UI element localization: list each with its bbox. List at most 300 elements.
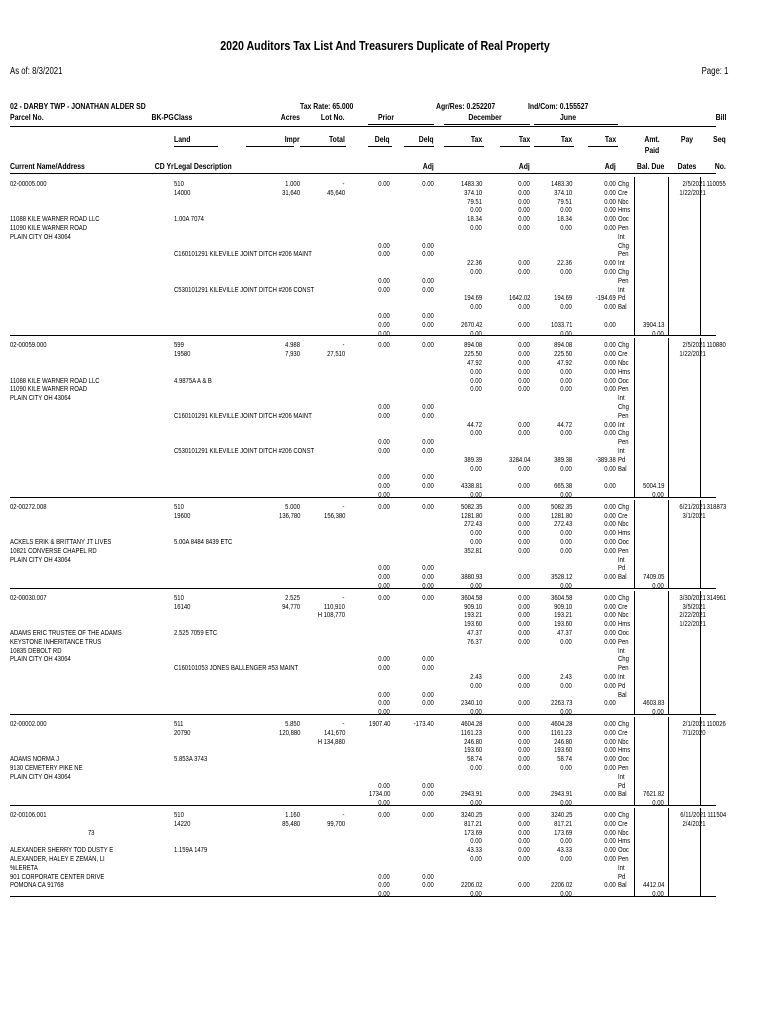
line-label: Cre bbox=[618, 818, 628, 828]
column-rule bbox=[668, 591, 669, 714]
land-value: 20790 bbox=[174, 727, 191, 737]
pay-date: 2/5/2021 bbox=[682, 179, 706, 188]
legal-description: 4.9875A A & B bbox=[174, 375, 212, 385]
dec-tax: 374.10 bbox=[463, 187, 482, 197]
dec-tax-bal: 0.00 bbox=[470, 581, 482, 590]
line-label: Chg bbox=[618, 267, 629, 276]
line-label: Int bbox=[618, 393, 625, 403]
col-land: Land bbox=[174, 134, 191, 144]
total-value: 99,700 bbox=[326, 818, 345, 828]
pay-date: 6/11/2021 bbox=[680, 810, 706, 819]
line-label: Chg bbox=[618, 810, 629, 819]
prior-delq: 0.00 bbox=[378, 780, 390, 790]
pay-date: 2/22/2021 bbox=[679, 610, 706, 620]
parcel-number: 02-00002.000 bbox=[10, 719, 47, 728]
acres: 4.988 bbox=[285, 340, 300, 350]
jun-tax-paid: 665.38 bbox=[553, 481, 572, 491]
jun-tax-adj: 0.00 bbox=[604, 698, 616, 708]
line-label: Pen bbox=[618, 410, 629, 420]
dec-tax: 0.00 bbox=[470, 375, 482, 385]
jun-tax-adj: 0.00 bbox=[604, 463, 616, 473]
prior-delq-adj: 0.00 bbox=[422, 319, 434, 329]
prior-delq-adj: 0.00 bbox=[422, 810, 434, 819]
dec-tax-paid: 2943.91 bbox=[460, 789, 482, 799]
prior-delq-adj: 0.00 bbox=[422, 871, 434, 881]
line-label: Chg bbox=[618, 402, 629, 411]
jun-tax: 4604.28 bbox=[550, 719, 572, 728]
class-code: 510 bbox=[174, 501, 184, 511]
line-label: Cre bbox=[618, 187, 628, 197]
jun-tax: 0.00 bbox=[560, 223, 572, 232]
dec-tax: 0.00 bbox=[470, 528, 482, 538]
line-label: Chg bbox=[618, 592, 629, 602]
dec-tax-adj: 0.00 bbox=[518, 680, 530, 690]
dec-tax: 22.36 bbox=[467, 258, 482, 268]
prior-delq-adj: 0.00 bbox=[422, 572, 434, 582]
jun-tax-adj: 0.00 bbox=[604, 736, 616, 746]
jun-tax-adj: 0.00 bbox=[604, 366, 616, 376]
line-label: Pd bbox=[618, 454, 626, 464]
col-legal-desc: Legal Description bbox=[174, 161, 232, 171]
jun-tax-adj: 0.00 bbox=[604, 845, 616, 855]
jun-tax-adj: 0.00 bbox=[604, 258, 616, 268]
owner-name-address: ALEXANDER, HALEY E ZEMAN, LI bbox=[10, 854, 105, 863]
dec-tax-adj: 0.00 bbox=[518, 763, 530, 772]
special-assessment: C160101291 KILEVILLE JOINT DITCH #206 MAINT bbox=[174, 249, 312, 259]
dec-tax-adj: 0.00 bbox=[518, 428, 530, 438]
line-label: Int bbox=[618, 862, 625, 872]
total-value: 141,670 bbox=[323, 727, 345, 737]
agr-res-rate: Agr/Res: 0.252207 bbox=[436, 101, 496, 111]
column-rule bbox=[700, 500, 701, 588]
dec-tax-adj: 0.00 bbox=[518, 754, 530, 764]
line-label: Ooc bbox=[618, 628, 629, 637]
prior-delq-adj: 0.00 bbox=[422, 789, 434, 799]
bill-seq-no: 111504 bbox=[707, 810, 726, 819]
prior-delq-adj: 0.00 bbox=[422, 654, 434, 664]
dec-tax-adj: 0.00 bbox=[518, 419, 530, 429]
jun-tax-adj: 0.00 bbox=[604, 267, 616, 276]
prior-delq: 1734.00 bbox=[368, 789, 390, 799]
jun-tax: 0.00 bbox=[560, 763, 572, 772]
pay-date: 7/1/2020 bbox=[682, 727, 706, 737]
jun-tax: 374.10 bbox=[553, 187, 572, 197]
impr-value: 31,640 bbox=[281, 187, 300, 197]
impr-value: 7,930 bbox=[285, 349, 300, 359]
line-label: Bal bbox=[618, 789, 627, 799]
prior-delq: 0.00 bbox=[378, 437, 390, 447]
total-homestead: H 134,880 bbox=[317, 736, 345, 746]
jun-tax-adj: 0.00 bbox=[604, 349, 616, 359]
parcel-separator bbox=[10, 497, 716, 498]
dec-tax-paid: 3880.93 bbox=[460, 572, 482, 582]
line-label: Int bbox=[618, 446, 625, 455]
prior-delq: 0.00 bbox=[378, 798, 390, 808]
dec-tax: 4604.28 bbox=[460, 719, 482, 728]
col-pay: Pay bbox=[680, 134, 694, 144]
column-rule bbox=[668, 808, 669, 896]
dec-tax: 47.92 bbox=[467, 358, 482, 367]
jun-tax: 0.00 bbox=[560, 302, 572, 312]
legal-description: 2.525 7059 ETC bbox=[174, 628, 218, 637]
jun-tax-adj: 0.00 bbox=[604, 375, 616, 385]
parcel-number: 02-00059.000 bbox=[10, 340, 47, 350]
jun-tax-adj: 0.00 bbox=[604, 827, 616, 837]
jun-tax-adj: 0.00 bbox=[604, 719, 616, 728]
dec-tax-adj: 0.00 bbox=[518, 319, 530, 329]
dec-tax: 5082.35 bbox=[460, 501, 482, 511]
jun-tax: 1483.30 bbox=[550, 179, 572, 188]
jun-tax-adj: 0.00 bbox=[604, 619, 616, 629]
owner-name-address: ALEXANDER SHERRY TOD DUSTY E bbox=[10, 845, 114, 855]
prior-delq-adj: 0.00 bbox=[422, 780, 434, 790]
prior-delq: 0.00 bbox=[378, 240, 390, 250]
line-label: Nbc bbox=[618, 196, 629, 206]
dec-tax: 817.21 bbox=[463, 818, 482, 828]
column-rule bbox=[634, 808, 635, 896]
line-label: Bal bbox=[618, 572, 627, 582]
bill-seq-no: 314961 bbox=[706, 592, 726, 602]
prior-delq: 0.00 bbox=[378, 810, 390, 819]
dec-tax: 0.00 bbox=[470, 366, 482, 376]
owner-name-address: %LERETA bbox=[10, 862, 38, 872]
jun-tax-adj: 0.00 bbox=[604, 680, 616, 690]
jun-tax-adj: 0.00 bbox=[604, 601, 616, 611]
dec-tax-adj: 0.00 bbox=[518, 827, 530, 837]
dec-tax-adj: 0.00 bbox=[518, 610, 530, 620]
jun-tax-adj: 0.00 bbox=[604, 763, 616, 772]
jun-tax: 225.50 bbox=[553, 349, 572, 359]
dec-tax: 0.00 bbox=[470, 537, 482, 546]
class-code: 599 bbox=[174, 340, 184, 350]
pay-date: 6/21/2021 bbox=[679, 501, 706, 511]
jun-tax-adj: 0.00 bbox=[604, 519, 616, 529]
jun-tax: 47.92 bbox=[557, 358, 572, 367]
prior-delq: 0.00 bbox=[378, 179, 390, 188]
amount-paid: 4412.04 bbox=[642, 880, 664, 890]
line-label: Cre bbox=[618, 510, 628, 520]
owner-name-address: POMONA CA 91768 bbox=[10, 880, 64, 890]
class-code: 510 bbox=[174, 810, 184, 819]
prior-delq: 0.00 bbox=[378, 402, 390, 411]
jun-tax: 3240.25 bbox=[550, 810, 572, 819]
prior-delq-adj: 0.00 bbox=[422, 501, 434, 511]
prior-delq: 0.00 bbox=[378, 698, 390, 708]
dec-tax: 43.33 bbox=[467, 845, 482, 855]
dec-tax-adj: 0.00 bbox=[518, 854, 530, 863]
jun-tax: 894.08 bbox=[553, 340, 572, 350]
jun-tax: 389.38 bbox=[553, 454, 572, 464]
jun-tax: 0.00 bbox=[560, 854, 572, 863]
legal-description: 5.00A 8484 8439 ETC bbox=[174, 537, 233, 546]
prior-delq: 0.00 bbox=[378, 689, 390, 699]
prior-delq: 0.00 bbox=[378, 581, 390, 590]
prior-delq: 0.00 bbox=[378, 410, 390, 420]
jun-tax-adj: 0.00 bbox=[604, 810, 616, 819]
lot-no: - bbox=[343, 592, 345, 602]
owner-name-address: 901 CORPORATE CENTER DRIVE bbox=[10, 871, 105, 881]
dec-tax-paid: 2206.02 bbox=[460, 880, 482, 890]
jun-tax-adj: 0.00 bbox=[604, 636, 616, 646]
column-rule bbox=[700, 177, 701, 335]
owner-name-address: PLAIN CITY OH 43064 bbox=[10, 771, 71, 781]
jun-tax-adj: -194.69 bbox=[595, 293, 616, 303]
jun-tax: 3604.58 bbox=[550, 592, 572, 602]
dec-tax-adj: 0.00 bbox=[518, 510, 530, 520]
lot-no: - bbox=[343, 810, 345, 819]
balance-due: 0.00 bbox=[652, 490, 664, 499]
line-label: Pd bbox=[618, 871, 626, 881]
line-label: Int bbox=[618, 258, 625, 268]
legal-description: 1.159A 1479 bbox=[174, 845, 208, 855]
balance-due: 0.00 bbox=[652, 328, 664, 338]
dec-tax-paid: 2670.42 bbox=[460, 319, 482, 329]
jun-tax: 0.00 bbox=[560, 528, 572, 538]
line-label: Int bbox=[618, 284, 625, 294]
owner-name-address: PLAIN CITY OH 43064 bbox=[10, 554, 71, 564]
dec-tax-adj: 0.00 bbox=[518, 698, 530, 708]
dec-tax-adj: 0.00 bbox=[518, 481, 530, 491]
jun-tax-adj: 0.00 bbox=[604, 179, 616, 188]
prior-delq-adj: 0.00 bbox=[422, 592, 434, 602]
parcel-number: 02-00030.007 bbox=[10, 592, 47, 602]
land-value: 16140 bbox=[174, 601, 191, 611]
owner-name-address: 11088 KILE WARNER ROAD LLC bbox=[10, 375, 100, 385]
col-delq-1: Delq bbox=[375, 134, 390, 144]
dec-tax-adj: 0.00 bbox=[518, 672, 530, 681]
dec-tax: 58.74 bbox=[467, 754, 482, 764]
line-label: Hms bbox=[618, 745, 631, 755]
dec-tax-adj: 0.00 bbox=[518, 810, 530, 819]
jun-tax-adj: 0.00 bbox=[604, 428, 616, 438]
pay-date: 3/5/2021 bbox=[682, 601, 706, 611]
jun-tax: 18.34 bbox=[557, 214, 572, 224]
col-acres: Acres bbox=[280, 112, 300, 122]
bill-seq-no: 110026 bbox=[706, 719, 726, 728]
jun-tax: 44.72 bbox=[557, 419, 572, 429]
column-rule bbox=[700, 591, 701, 714]
dec-tax: 0.00 bbox=[470, 205, 482, 215]
col-delq-2: Delq bbox=[419, 134, 434, 144]
owner-name-address: 11090 KILE WARNER ROAD bbox=[10, 384, 88, 394]
jun-tax: 22.36 bbox=[557, 258, 572, 268]
line-label: Chg bbox=[618, 428, 629, 438]
line-label: Pen bbox=[618, 763, 629, 772]
dec-tax: 1161.23 bbox=[461, 727, 482, 737]
special-assessment: C530101291 KILEVILLE JOINT DITCH #206 CONST bbox=[174, 284, 315, 294]
jun-tax-adj: 0.00 bbox=[604, 384, 616, 394]
prior-delq: 0.00 bbox=[378, 871, 390, 881]
dec-tax: 193.21 bbox=[463, 610, 482, 620]
jun-tax: 0.00 bbox=[560, 636, 572, 646]
col-december: December bbox=[468, 112, 502, 122]
prior-delq: 0.00 bbox=[378, 249, 390, 259]
jun-tax: 0.00 bbox=[560, 428, 572, 438]
jun-tax-adj: 0.00 bbox=[604, 572, 616, 582]
prior-delq: 1907.40 bbox=[368, 719, 390, 728]
line-label: Nbc bbox=[618, 610, 629, 620]
column-rule bbox=[700, 717, 701, 805]
amount-paid: 5004.19 bbox=[642, 481, 664, 491]
jun-tax-adj: 0.00 bbox=[604, 510, 616, 520]
dec-tax-adj: 0.00 bbox=[518, 205, 530, 215]
line-label: Cre bbox=[618, 601, 628, 611]
dec-tax-adj: 1642.02 bbox=[508, 293, 530, 303]
prior-delq: 0.00 bbox=[378, 889, 390, 899]
dec-tax-bal: 0.00 bbox=[470, 707, 482, 717]
jun-tax-bal: 0.00 bbox=[560, 581, 572, 590]
amount-paid: 3904.13 bbox=[642, 319, 664, 329]
line-label: Nbc bbox=[618, 736, 629, 746]
prior-delq: 0.00 bbox=[378, 654, 390, 664]
jun-tax-adj: 0.00 bbox=[604, 223, 616, 232]
line-label: Chg bbox=[618, 340, 629, 350]
jun-tax: 193.60 bbox=[553, 745, 572, 755]
owner-name-address: PLAIN CITY OH 43064 bbox=[10, 654, 71, 664]
lot-no: - bbox=[343, 719, 345, 728]
pay-date: 1/22/2021 bbox=[679, 619, 706, 629]
dec-tax: 0.00 bbox=[470, 267, 482, 276]
line-label: Ooc bbox=[618, 537, 629, 546]
line-label: Chg bbox=[618, 719, 629, 728]
line-label: Cre bbox=[618, 727, 628, 737]
balance-due: 0.00 bbox=[652, 798, 664, 808]
line-label: Chg bbox=[618, 240, 629, 250]
col-adj-2: Adj bbox=[518, 161, 530, 171]
prior-delq-adj: 0.00 bbox=[422, 340, 434, 350]
dec-tax-adj: 0.00 bbox=[518, 179, 530, 188]
prior-delq: 0.00 bbox=[378, 446, 390, 455]
jun-tax: 47.37 bbox=[557, 628, 572, 637]
prior-delq-adj: 0.00 bbox=[422, 563, 434, 573]
dec-tax: 909.10 bbox=[463, 601, 482, 611]
jun-tax: 0.00 bbox=[560, 836, 572, 846]
land-value: 14000 bbox=[174, 187, 191, 197]
jun-tax-paid: 2206.02 bbox=[550, 880, 572, 890]
dec-tax: 894.08 bbox=[463, 340, 482, 350]
jun-tax: 0.00 bbox=[560, 463, 572, 473]
prior-delq-adj: 0.00 bbox=[422, 880, 434, 890]
line-label: Pen bbox=[618, 275, 629, 285]
line-label: Chg bbox=[618, 179, 629, 188]
jun-tax-adj: 0.00 bbox=[604, 187, 616, 197]
dec-tax-adj: 0.00 bbox=[518, 528, 530, 538]
line-label: Ooc bbox=[618, 214, 629, 224]
dec-tax-bal: 0.00 bbox=[470, 490, 482, 499]
dec-tax: 225.50 bbox=[463, 349, 482, 359]
line-label: Hms bbox=[618, 619, 631, 629]
dec-tax: 352.81 bbox=[463, 545, 482, 555]
balance-due: 0.00 bbox=[652, 889, 664, 899]
dec-tax-adj: 0.00 bbox=[518, 628, 530, 637]
impr-value: 94,770 bbox=[281, 601, 300, 611]
line-label: Pd bbox=[618, 680, 626, 690]
line-label: Nbc bbox=[618, 358, 629, 367]
column-rule bbox=[634, 177, 635, 335]
total-value: 156,380 bbox=[323, 510, 345, 520]
owner-name-address: ADAMS NORMA J bbox=[10, 754, 60, 764]
col-tax-1: Tax bbox=[470, 134, 482, 144]
line-label: Pen bbox=[618, 636, 629, 646]
dec-tax-adj: 0.00 bbox=[518, 214, 530, 224]
balance-due: 0.00 bbox=[652, 581, 664, 590]
amount-paid: 4603.83 bbox=[642, 698, 664, 708]
dec-tax: 76.37 bbox=[467, 636, 482, 646]
jun-tax: 1281.80 bbox=[550, 510, 572, 520]
jun-tax-adj: 0.00 bbox=[604, 214, 616, 224]
jun-tax: 0.00 bbox=[560, 384, 572, 394]
column-rule bbox=[634, 717, 635, 805]
dec-tax-adj: 0.00 bbox=[518, 366, 530, 376]
acres: 2.525 bbox=[285, 592, 300, 602]
prior-delq-adj: 0.00 bbox=[422, 240, 434, 250]
prior-delq: 0.00 bbox=[378, 481, 390, 491]
total-value: 110,910 bbox=[324, 601, 345, 611]
class-code: 511 bbox=[174, 719, 184, 728]
dec-tax-adj: 0.00 bbox=[518, 601, 530, 611]
parcel-number: 02-00272.008 bbox=[10, 501, 47, 511]
dec-tax: 0.00 bbox=[470, 428, 482, 438]
line-label: Int bbox=[618, 419, 625, 429]
line-label: Int bbox=[618, 554, 625, 564]
jun-tax-paid: 2943.91 bbox=[550, 789, 572, 799]
pay-date: 2/1/2021 bbox=[682, 719, 706, 728]
pay-date: 2/5/2021 bbox=[682, 340, 706, 350]
col-current-name: Current Name/Address bbox=[10, 161, 85, 171]
dec-tax-adj: 0.00 bbox=[518, 223, 530, 232]
dec-tax: 173.69 bbox=[463, 827, 482, 837]
column-rule bbox=[634, 338, 635, 496]
dec-tax: 18.34 bbox=[467, 214, 482, 224]
owner-name-address: 11088 KILE WARNER ROAD LLC bbox=[10, 214, 100, 224]
dec-tax-adj: 0.00 bbox=[518, 196, 530, 206]
line-label: Pen bbox=[618, 545, 629, 555]
line-label: Pd bbox=[618, 563, 626, 573]
dec-tax-adj: 0.00 bbox=[518, 463, 530, 473]
col-tax-2: Tax bbox=[518, 134, 530, 144]
owner-name-address: 10835 DEBOLT RD bbox=[10, 645, 62, 655]
col-tax-3: Tax bbox=[560, 134, 572, 144]
lot-no: - bbox=[343, 501, 345, 511]
dec-tax: 194.69 bbox=[463, 293, 482, 303]
column-rule bbox=[668, 338, 669, 496]
prior-delq-adj: 0.00 bbox=[422, 689, 434, 699]
jun-tax: 193.60 bbox=[553, 619, 572, 629]
prior-delq-adj: 0.00 bbox=[422, 698, 434, 708]
prior-delq: 0.00 bbox=[378, 880, 390, 890]
col-total: Total bbox=[329, 134, 345, 144]
line-label: Pd bbox=[618, 780, 626, 790]
col-impr: Impr bbox=[285, 134, 300, 144]
impr-value: 136,780 bbox=[278, 510, 300, 520]
owner-name-address: 11090 KILE WARNER ROAD bbox=[10, 223, 88, 232]
prior-delq: 0.00 bbox=[378, 472, 390, 482]
line-label: Int bbox=[618, 645, 625, 655]
owner-name-address: ADAMS ERIC TRUSTEE OF THE ADAMS bbox=[10, 628, 122, 637]
parcel-separator bbox=[10, 896, 716, 897]
jun-tax-bal: 0.00 bbox=[560, 889, 572, 899]
dec-tax: 193.60 bbox=[463, 745, 482, 755]
jun-tax: 2.43 bbox=[560, 672, 572, 681]
dec-tax: 1281.80 bbox=[460, 510, 482, 520]
dec-tax-adj: 0.00 bbox=[518, 836, 530, 846]
prior-delq: 0.00 bbox=[378, 490, 390, 499]
jun-tax-bal: 0.00 bbox=[560, 798, 572, 808]
acres: 1.000 bbox=[285, 179, 300, 188]
jun-tax-adj: 0.00 bbox=[604, 754, 616, 764]
column-rule bbox=[668, 500, 669, 588]
impr-value: 85,480 bbox=[281, 818, 300, 828]
